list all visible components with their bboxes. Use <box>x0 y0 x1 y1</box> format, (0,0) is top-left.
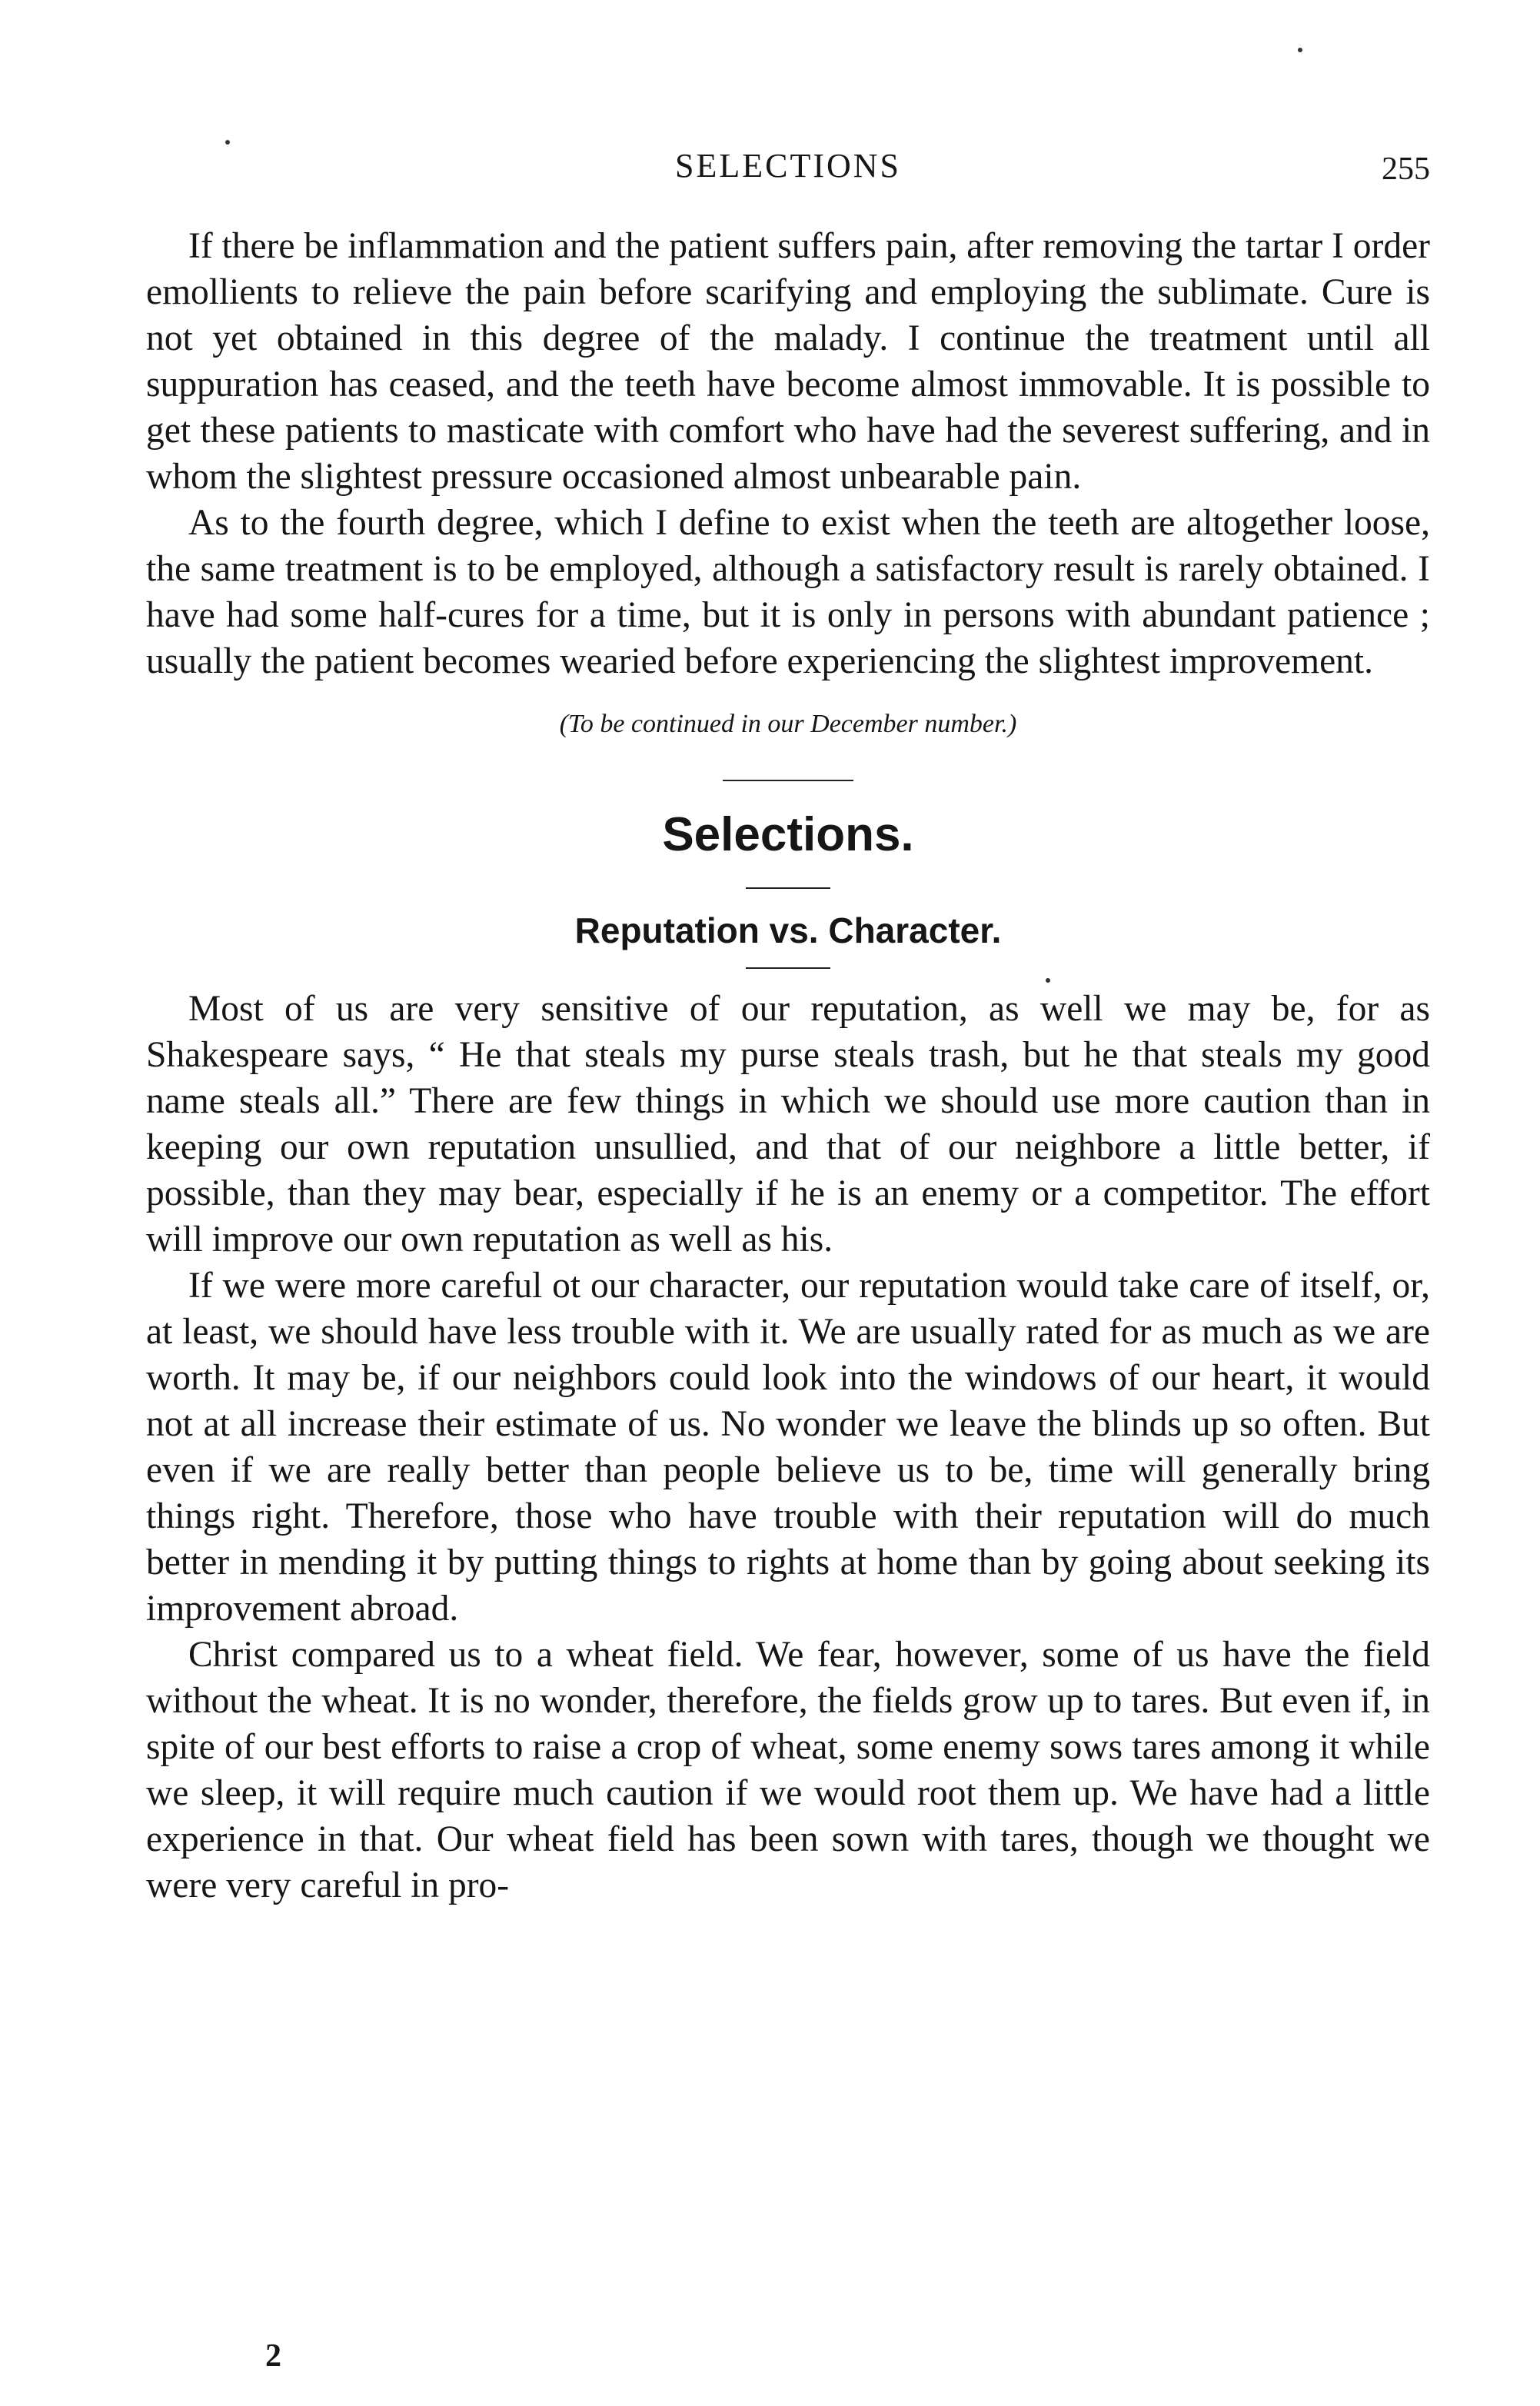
print-speck <box>1298 48 1302 52</box>
body-paragraph: Christ compared us to a wheat field. We fear, however, some of us have the field without the wheat. It is no wonder, therefore, the fields grow up to tares. But even if, in spite of our best efforts to raise a crop of wheat, some enemy sows tares among it while we sleep, it will require much caution if we would root them up. We have had a little experience in that. Our wheat field has been sown with tares, though we thought we were very careful in pro- <box>146 1635 1430 1905</box>
section-title: Selections. <box>662 808 914 861</box>
article-divider <box>746 967 830 969</box>
continuation-note: (To be continued in our December number.) <box>559 710 1017 738</box>
body-paragraph: As to the fourth degree, which I define to exist when the teeth are altogether loose, the same treatment is to be employed, although a satisfactory result is rarely obtained. I have had some half-cures for a time, but it is only in persons with abundant patience ; usually the patient becomes wearied before experiencing the slightest improvement. <box>146 503 1430 681</box>
article-title: Reputation vs. Character. <box>574 910 1002 950</box>
section-divider <box>723 780 853 781</box>
running-header <box>146 146 1430 192</box>
body-paragraph: If we were more careful ot our character, our reputation would take care of itself, or, at least, we should have less trouble with it. We are usually rated for as much as we are worth. It may be, if our neighbors could look into the windows of our heart, it would not at all increase their estimate of us. No wonder we leave the blinds up so often. But even if we are really better than people believe us to be, time will generally bring things right. Therefore, those who have trouble with their reputation will do much better in mending it by putting things to rights at home than by going about seeking its improvement abroad. <box>146 1266 1430 1629</box>
signature-mark: 2 <box>265 2338 281 2374</box>
print-speck <box>225 140 230 145</box>
document-page <box>146 146 1430 1908</box>
print-speck <box>1046 978 1050 983</box>
title-divider <box>746 887 830 889</box>
body-paragraph: Most of us are very sensitive of our reputation, as well we may be, for as Shakespeare says, “ He that steals my purse steals trash, but he that steals my good name steals all.” There are few things in which we should use more caution than in keeping our own reputation unsullied, and that of our neighbore a little better, if possible, than they may bear, especially if he is an enemy or a competitor. The effort will improve our own reputation as well as his. <box>146 989 1430 1260</box>
running-title: SELECTIONS <box>675 147 901 185</box>
page-number: 255 <box>1382 151 1430 187</box>
body-paragraph: If there be inflammation and the patient suffers pain, after removing the tartar I order emollients to relieve the pain before scarifying and employing the sublimate. Cure is not yet obtained in this degree of the malady. I continue the treatment until all suppuration has ceased, and the teeth have become almost immovable. It is possible to get these patients to masticate with comfort who have had the severest suffering, and in whom the slightest pressure occasioned almost unbearable pain. <box>146 226 1430 497</box>
